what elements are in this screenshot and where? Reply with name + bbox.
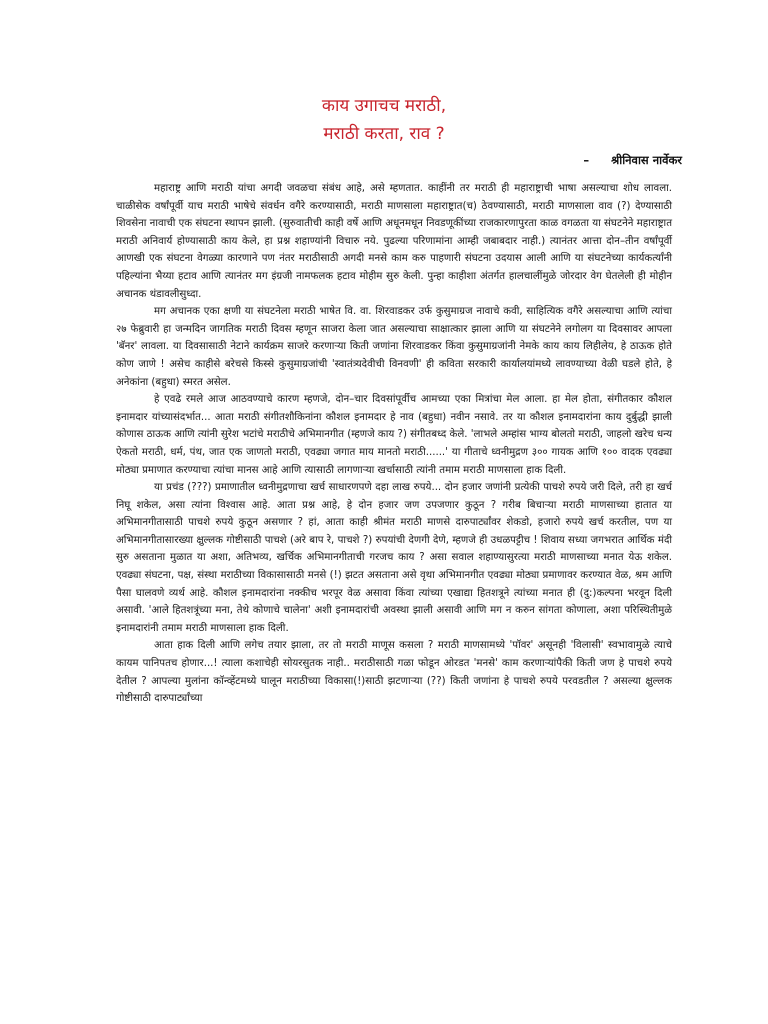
document-title bbox=[0, 92, 768, 148]
paragraph-3: हे एवढे रमले आज आठवण्याचे कारण म्हणजे, दोन–चार दिवसांपूर्वीच आमच्या एका मित्रांचा मेल आला. हा मेल होता, संगीतकार कौशल इनामदार यांच्यासंदर्भात... आता मराठी संगीतशौकिनांना कौशल इनामदार हे नाव (बहुधा) नवीन नसावे. तर या कौशल इनामदारांना काय दुर्बुद्धी झाली कोणास ठाऊक आणि त्यांनी सुरेश भटांचे मराठीचे अभिमानगीत (म्हणजे काय ?) संगीतबध्द केले. 'लाभले अम्हांस भाग्य बोलतो मराठी, जाहलो खरेच धन्य ऐकतो मराठी, धर्म, पंथ, जात एक जाणतो मराठी, एवढ्या जगात माय मानतो मराठी......' या गीताचे ध्वनीमुद्रण ३०० गायक आणि १०० वादक एवढ्या मोठ्या प्रमाणात करण्याचा त्यांचा मानस आहे आणि त्यासाठी लागणाऱ्या खर्चासाठी त्यांनी तमाम मराठी माणसाला हाक दिली. bbox=[116, 394, 672, 476]
paragraph-5: आता हाक दिली आणि लगेच तयार झाला, तर तो मराठी माणूस कसला ? मराठी माणसामध्ये 'पॉवर' असूनही 'विलासी' स्वभावामुळे त्याचे कायम पानिपतच होणार...! त्याला कशाचेही सोयरसुतक नाही.. मराठीसाठी गळा फोडून ओरडत 'मनसे' काम करणाऱ्यांपैकी किती जण हे पाचशे रुपये देतील ? आपल्या मुलांना कॉन्व्हेंटमध्ये घालून मराठीच्या विकासा(!)साठी झटणाऱ्या (??) किती जणांना हे पाचशे रुपये परवडतील ? असल्या क्षुल्लक गोष्टीसाठी दारुपार्ट्यांच्या bbox=[116, 640, 672, 705]
author-byline bbox=[583, 153, 682, 168]
paragraph-2: मग अचानक एका क्षणी या संघटनेला मराठी भाषेत वि. वा. शिरवाडकर उर्फ कुसुमाग्रज नावाचे कवी, साहित्यिक वगैरे असल्याचा आणि त्यांचा २७ फेब्रुवारी हा जन्मदिन जागतिक मराठी दिवस म्हणून साजरा केला जात असल्याचा साक्षात्कार झाला आणि या संघटनेने लगोलग या दिवसावर आपला 'बॅनर' लावला. या दिवसासाठी नेटाने कार्यक्रम साजरे करणाऱ्या किती जणांना शिरवाडकर किंवा कुसुमाग्रजांनी नेमके काय काय लिहीलेय, हे ठाऊक होते कोण जाणे ! असेच काहीसे बरेचसे किस्से कुसुमाग्रजांची 'स्वातंत्र्यदेवीची विनवणी' ही कविता सरकारी कार्यालयांमध्ये लावण्याच्या वेळी घडले होते, हे अनेकांना (बहुधा) स्मरत असेल. bbox=[116, 306, 672, 388]
paragraph-1: महाराष्ट्र आणि मराठी यांचा अगदी जवळचा संबंध आहे, असे म्हणतात. काहींनी तर मराठी ही महाराष्ट्राची भाषा असल्याचा शोध लावला. चाळीसेक वर्षांपूर्वी याच मराठी भाषेचे संवर्धन वगैरे करण्यासाठी, मराठी माणसाला महाराष्ट्रात(च) ठेवण्यासाठी, मराठी माणसाला वाव (?) देण्यासाठी शिवसेना नावाची एक संघटना स्थापन झाली. (सुरुवातीची काही वर्षे आणि अधूनमधून निवडणूकींच्या राजकारणापुरता काळ वगळता या संघटनेने महाराष्ट्रात मराठी अनिवार्य होण्यासाठी काय केले, हा प्रश्न शहाण्यांनी विचारु नये. पुढल्या परिणामांना आम्ही जबाबदार नाही.) त्यानंतर आत्ता दोन–तीन वर्षांपूर्वी आणखी एक संघटना वेगळ्या कारणाने पण नंतर मराठीसाठी अगदी मनसे काम करु पाहणारी संघटना उदयास आली आणि या संघटनेच्या कार्यकर्त्यांनी पहिल्यांना भैय्या हटाव आणि त्यानंतर मग इंग्रजी नामफलक हटाव मोहीम सुरु केली. पुन्हा काहीशा अंतर्गत हालचालींमुळे जोरदार वेग घेतलेली ही मोहीन अचानक थंडावलीसुध्दा. bbox=[116, 183, 672, 300]
title-line-2: मराठी करता, राव ? bbox=[323, 124, 445, 144]
author-name: श्रीनिवास नार्वेकर bbox=[611, 153, 682, 167]
article-body bbox=[116, 180, 672, 708]
author-dash: – bbox=[583, 153, 590, 167]
paragraph-4: या प्रचंड (???) प्रमाणातील ध्वनीमुद्रणाचा खर्च साधारणपणे दहा लाख रुपये... दोन हजार जणांनी प्रत्येकी पाचशे रुपये जरी दिले, तरी हा खर्च निघू शकेल, असा त्यांना विश्वास आहे. आता प्रश्न आहे, हे दोन हजार जण उपजणार कुठून ? गरीब बिचाऱ्या मराठी माणसाच्या हातात या अभिमानगीतासाठी पाचशे रुपये कुठून असणार ? हां, आता काही श्रीमंत मराठी माणसे दारुपार्ट्यांवर शेकडो, हजारो रुपये खर्च करतील, पण या अभिमानगीतासारख्या क्षुल्लक गोष्टीसाठी पाचशे (अरे बाप रे, पाचशे ?) रुपयांची देणगी देणे, म्हणजे ही उधळपट्टीच ! शिवाय सध्या जगभरात आर्थिक मंदी सुरु असताना मुळात या अशा, अतिभव्य, खर्चिक अभिमानगीताची गरजच काय ? असा सवाल शहाण्यासुरत्या मराठी माणसाच्या मनात येऊ शकेल. एवढ्या संघटना, पक्ष, संस्था मराठीच्या विकासासाठी मनसे (!) झटत असताना असे वृथा अभिमानगीत एवढ्या मोठ्या प्रमाणावर करण्यात वेळ, श्रम आणि पैसा घालवणे व्यर्थ आहे. कौशल इनामदारांना नक्कीच भरपूर वेळ असावा किंवा त्यांच्या एखाद्या हितशत्रूने त्यांच्या मनात ही (दु:)कल्पना भरवून दिली असावी. 'आले हितशत्रूंच्या मना, तेथे कोणाचे चालेना' अशी इनामदारांची अवस्था झाली असावी आणि मग न करुन सांगता कोणाला, अशा परिस्थितीमुळे इनामदारांनी तमाम मराठी माणसाला हाक दिली. bbox=[116, 482, 672, 634]
title-line-1: काय उगाचच मराठी, bbox=[321, 96, 447, 116]
